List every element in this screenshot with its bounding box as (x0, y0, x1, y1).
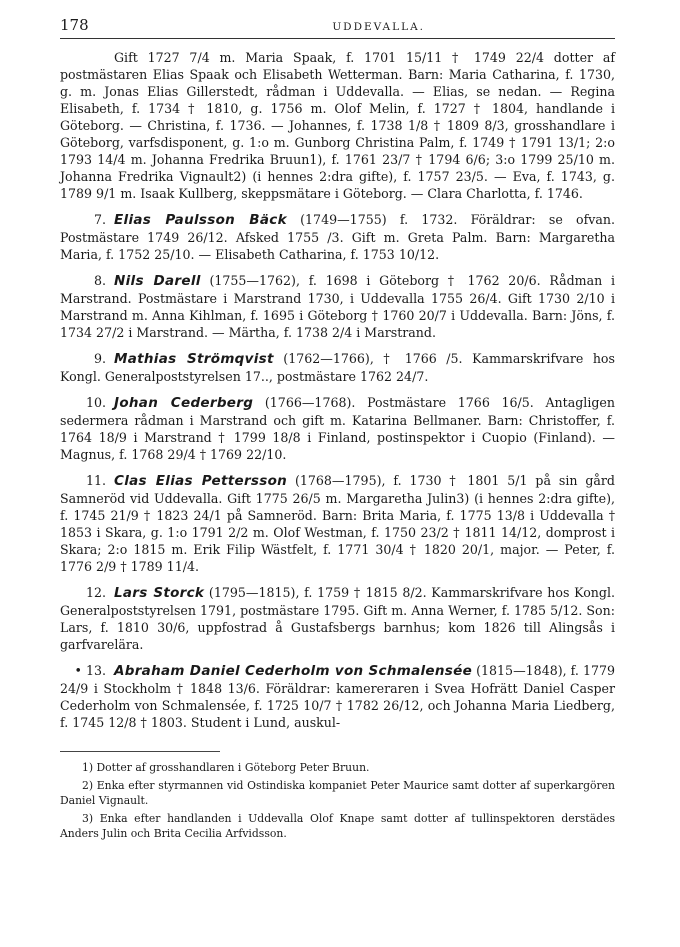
entry-text: (1749—1755) f. 1732. Föräldrar: se ofvan. Postmästare 1749 26/12. Afsked 1755 /3. Gift m. Greta Palm. Barn: Margaretha Maria, f. 1752 25/10. — Elisabeth Catharina, f. 1753 10/12. (60, 212, 615, 262)
entry-text: (1815—1848), f. 1779 24/9 i Stockholm † 1848 13/6. Föräldrar: kamereraren i Svea Hofrätt Daniel Casper Cederholm von Schmalensée, f. 1725 10/7 † 1782 26/12, och Johanna Maria Liedberg, f. 1745 12/8 † 1803. Student i Lund, auskul- (60, 663, 615, 730)
entry-11 (60, 472, 615, 575)
entry-number: • 13. (74, 663, 106, 678)
person-name: Johan Cederberg (114, 395, 254, 411)
entry-text: (1755—1762), f. 1698 i Göteborg † 1762 20/6. Rådman i Marstrand. Postmästare i Marstrand 1730, i Uddevalla 1755 26/4. Gift 1730 2/10 i Marstrand m. Anna Kihlman, f. 1695 i Göteborg † 1760 20/7 i Uddevalla. Barn: Jöns, f. 1734 27/2 i Marstrand. — Märtha, f. 1738 2/4 i Marstrand. (60, 273, 615, 340)
entry-number: 8. (93, 273, 106, 288)
entry-number: 12. (85, 585, 106, 600)
person-name: Clas Elias Pettersson (114, 473, 288, 489)
footnote-3: 3) Enka efter handlanden i Uddevalla Olof Knape samt dotter af tullinspektoren derstädes Anders Julin och Brita Cecilia Arfvidsson. (60, 812, 615, 840)
footnote-1: 1) Dotter af grosshandlaren i Göteborg Peter Bruun. (82, 761, 370, 774)
document-page (60, 16, 615, 844)
person-name: Lars Storck (114, 585, 205, 601)
entry-number: 9. (93, 351, 106, 366)
entry-9 (60, 350, 615, 385)
person-name: Elias Paulsson Bäck (114, 212, 287, 228)
footnote-rule (60, 751, 220, 752)
entry-number: 10. (85, 395, 106, 410)
entry-continuation (60, 49, 615, 202)
entry-number: 11. (85, 473, 106, 488)
person-name: Abraham Daniel Cederholm von Schmalensée (114, 663, 473, 679)
entry-12 (60, 584, 615, 653)
page-header (60, 16, 615, 39)
entry-10 (60, 394, 615, 463)
entry-text: Gift 1727 7/4 m. Maria Spaak, f. 1701 15/11 † 1749 22/4 dotter af postmästaren Elias Spaak och Elisabeth Wetterman. Barn: Maria Catharina, f. 1730, g. m. Jonas Elias Gillerstedt, rådman i Uddevalla. — Elias, se nedan. — Regina Elisabeth, f. 1734 † 1810, g. 1756 m. Olof Melin, f. 1727 † 1804, handlande i Göteborg. — Christina, f. 1736. — Johannes, f. 1738 1/8 † 1809 8/3, grosshandlare i Göteborg, varfsdisponent, g. 1:o m. Gunborg Christina Palm, f. 1749 † 1791 13/1; 2:o 1793 14/4 m. Johanna Fredrika Bruun1), f. 1761 23/7 † 1794 6/6; 3:o 1799 25/10 m. Johanna Fredrika Vignault2) (i hennes 2:dra gifte), f. 1757 23/5. — Eva, f. 1743, g. 1789 9/1 m. Isaak Kullberg, skeppsmätare i Göteborg. — Clara Charlotta, f. 1746. (60, 50, 615, 201)
entry-text: (1766—1768). Postmästare 1766 16/5. Antagligen sedermera rådman i Marstrand och gift m. Katarina Bellmaner. Barn: Christoffer, f. 1764 18/9 i Marstrand † 1799 18/8 i Finland, postinspektor i Cuopio (Finland). — Magnus, f. 1768 29/4 † 1769 22/10. (60, 395, 615, 462)
entry-number: 7. (93, 212, 106, 227)
running-head: UDDEVALLA. (332, 21, 425, 33)
entry-text: (1762—1766), † 1766 /5. Kammarskrifvare hos Kongl. Generalpoststyrelsen 17.., postmästare 1762 24/7. (60, 351, 615, 384)
person-name: Nils Darell (114, 273, 201, 289)
person-name: Mathias Strömqvist (114, 351, 274, 367)
entry-text: (1795—1815), f. 1759 † 1815 8/2. Kammarskrifvare hos Kongl. Generalpoststyrelsen 1791, postmästare 1795. Gift m. Anna Werner, f. 1785 5/12. Son: Lars, f. 1810 30/6, uppfostrad å Gustafsbergs barnhus; kom 1826 till Alingsås i garfvarelära. (60, 585, 615, 652)
entry-text: (1768—1795), f. 1730 † 1801 5/1 på sin gård Samneröd vid Uddevalla. Gift 1775 26/5 m. Margaretha Julin3) (i hennes 2:dra gifte), f. 1745 21/9 † 1823 24/1 på Samneröd. Barn: Brita Maria, f. 1775 13/8 i Uddevalla † 1853 i Skara, g. 1:o 1791 2/2 m. Olof Westman, f. 1750 23/2 † 1811 14/12, domprost i Skara; 2:o 1815 m. Erik Filip Wästfelt, f. 1771 30/4 † 1820 20/1, major. — Peter, f. 1776 2/9 † 1789 11/4. (60, 473, 615, 574)
footnote-2: 2) Enka efter styrmannen vid Ostindiska kompaniet Peter Maurice samt dotter af superkargören Daniel Vignault. (60, 779, 615, 807)
entry-7 (60, 211, 615, 263)
page-number: 178 (60, 16, 89, 34)
entry-13 (60, 662, 615, 731)
entry-8 (60, 272, 615, 341)
